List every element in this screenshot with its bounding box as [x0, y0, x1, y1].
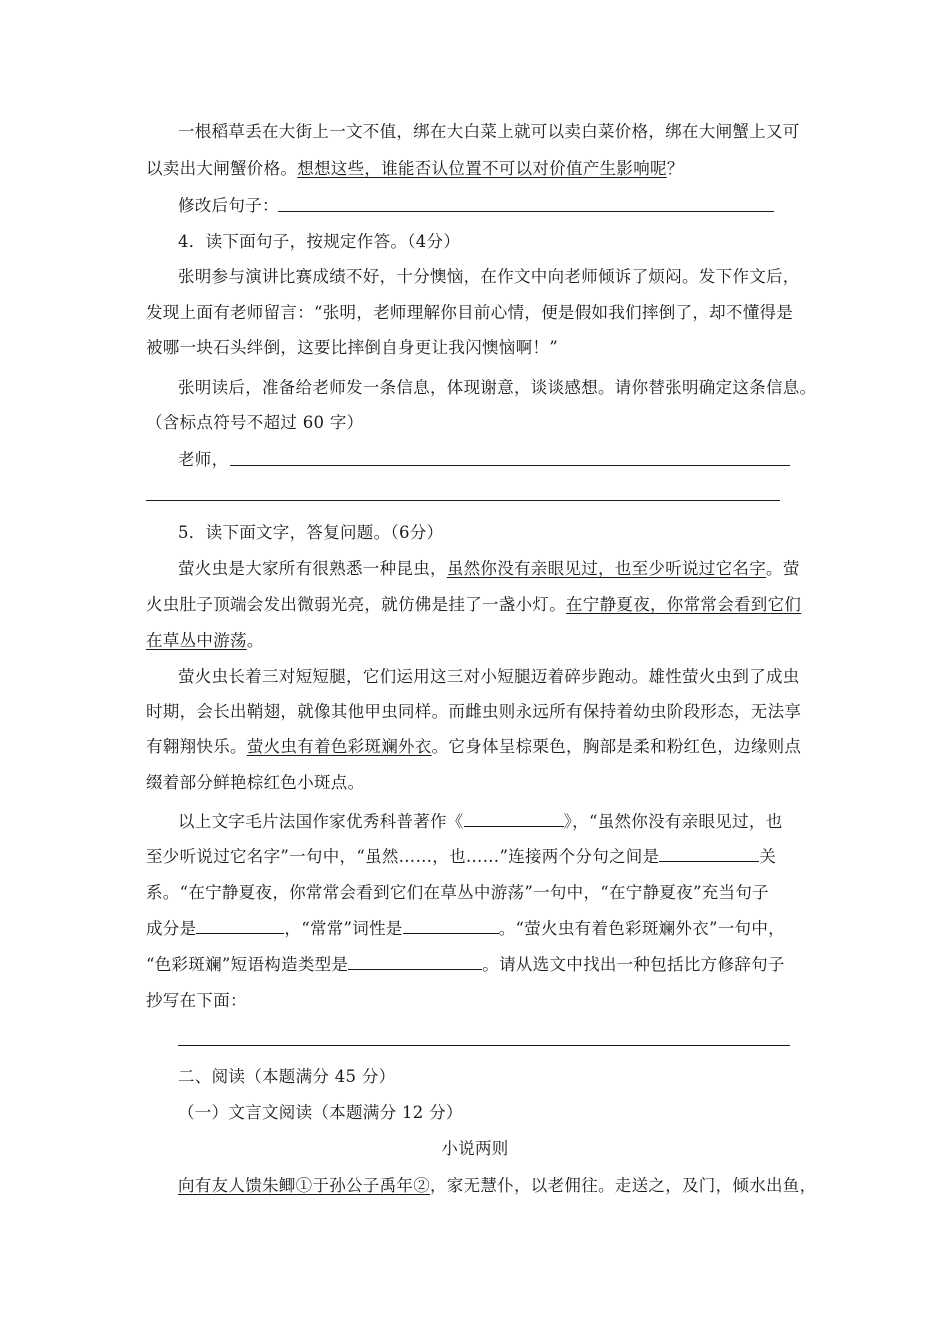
q5-paragraph-a-line-1 [178, 558, 800, 580]
q5-c2-post: 关 [759, 847, 777, 866]
q5-a3-post: 。 [246, 631, 264, 650]
part-of-speech-blank[interactable] [403, 918, 499, 934]
q4-paragraph-1-line-3: 被哪一块石头绊倒，这要比摔倒自身更让我闪懊恼啊！” [146, 338, 558, 357]
q5-c4-b: ，“常常”词性是 [284, 919, 403, 938]
q5-b3-post: 。它身体呈棕栗色，胸部是柔和粉红色，边缘则点 [431, 737, 802, 756]
q5-paragraph-a-line-3 [146, 630, 264, 652]
q5-paragraph-b-line-3 [146, 736, 801, 758]
q4-heading: 4．读下面句子，按规定作答。（4分） [178, 232, 461, 251]
section-2-subheading: （一）文言文阅读（本题满分 12 分） [178, 1103, 463, 1122]
q5-c2-pre: 至少听说过它名字”一句中，“虽然……，也……”连接两个分句之间是 [146, 847, 660, 866]
q5-paragraph-c-line-1 [178, 811, 783, 833]
q5-a2-pre: 火虫肚子顶端会发出微弱光亮，就仿佛是挂了一盏小灯。 [146, 595, 566, 614]
q5-answer-line[interactable] [178, 1045, 790, 1046]
q5-paragraph-b-line-1: 萤火虫长着三对短短腿，它们运用这三对小短腿迈着碎步跑动。雄性萤火虫到了成虫 [178, 667, 800, 686]
q5-paragraph-a-line-2 [146, 594, 801, 616]
q5-c1-post: 》，“虽然你没有亲眼见过，也 [563, 812, 783, 831]
q5-c4-a: 成分是 [146, 919, 197, 938]
q5-paragraph-c-line-2 [146, 846, 776, 868]
q4-answer-line-1[interactable] [230, 465, 790, 466]
q4-paragraph-1-line-2: 发现上面有老师留言：“张明，老师理解你目前心情，便是假如我们摔倒了，却不懂得是 [146, 303, 794, 322]
q3-line2-plain: 以卖出大闸蟹价格。 [146, 159, 298, 178]
q4-paragraph-2-line-1: 张明读后，准备给老师发一条信息，体现谢意，谈谈感想。请你替张明确定这条信息。 [178, 378, 817, 397]
q5-paragraph-c-line-6: 抄写在下面： [146, 991, 247, 1010]
q5-c5-a: “色彩斑斓”短语构造类型是 [146, 955, 349, 974]
q5-paragraph-c-line-4 [146, 918, 785, 940]
q5-a1-post: 。萤 [766, 559, 800, 578]
q5-underlined-sentence-3: 萤火虫有着色彩斑斓外衣 [246, 737, 432, 756]
q3-answer-line[interactable] [278, 211, 774, 212]
q5-paragraph-c-line-3: 系。“在宁静夏夜，你常常会看到它们在草丛中游荡”一句中，“在宁静夏夜”充当句子 [146, 883, 769, 902]
q5-b3-pre: 有翱翔快乐。 [146, 737, 247, 756]
passage-title: 小说两则 [441, 1139, 509, 1158]
q4-paragraph-1-line-1: 张明参与演讲比赛成绩不好，十分懊恼，在作文中向老师倾诉了烦闷。发下作文后， [178, 267, 800, 286]
q5-underlined-sentence-2-cont: 在草丛中游荡 [146, 631, 247, 650]
q5-underlined-sentence-1: 虽然你没有亲眼见过，也至少听说过它名字 [446, 559, 767, 578]
q3-underlined-sentence: 想想这些，谁能否认位置不可以对价值产生影响呢 [297, 159, 667, 178]
q4-answer-line-2[interactable] [146, 500, 780, 501]
phrase-structure-blank[interactable] [348, 954, 482, 970]
q3-text-line-2 [146, 158, 684, 180]
q5-underlined-sentence-2: 在宁静夏夜，你常常会看到它们 [566, 595, 802, 614]
q4-teacher-label: 老师， [178, 450, 229, 469]
q3-revise-label: 修改后句子： [178, 196, 279, 215]
q3-line2-end: ？ [666, 159, 684, 178]
q5-c4-c: 。“萤火虫有着色彩斑斓外衣”一句中， [498, 919, 785, 938]
q5-a1-pre: 萤火虫是大家所有很熟悉一种昆虫， [178, 559, 447, 578]
q4-paragraph-2-line-2: （含标点符号不超过 60 字） [146, 413, 364, 432]
q3-text-line-1: 一根稻草丢在大街上一文不值，绑在大白菜上就可以卖白菜价格，绑在大闸蟹上又可 [178, 122, 800, 141]
q5-c5-b: 。请从选文中找出一种包括比方修辞句子 [482, 955, 785, 974]
q5-paragraph-b-line-4: 缀着部分鲜艳棕红色小斑点。 [146, 773, 365, 792]
relation-blank[interactable] [659, 846, 759, 862]
q5-c1-pre: 以上文字毛片法国作家优秀科普著作《 [178, 812, 464, 831]
passage-underlined-sentence: 向有友人馈朱鲫①于孙公子禹年② [178, 1176, 430, 1195]
q5-paragraph-c-line-5 [146, 954, 785, 976]
q5-paragraph-b-line-2: 时期，会长出鞘翅，就像其他甲虫同样。而雌虫则永远所有保持着幼虫阶段形态，无法享 [146, 702, 802, 721]
section-2-heading: 二、阅读（本题满分 45 分） [178, 1067, 396, 1086]
passage-line-1-rest: ，家无慧仆，以老佣往。走送之，及门，倾水出鱼， [430, 1176, 817, 1195]
book-title-blank[interactable] [464, 811, 564, 827]
passage-line-1 [178, 1175, 816, 1197]
sentence-component-blank[interactable] [196, 918, 284, 934]
q5-heading: 5．读下面文字，答复问题。（6分） [178, 523, 444, 542]
